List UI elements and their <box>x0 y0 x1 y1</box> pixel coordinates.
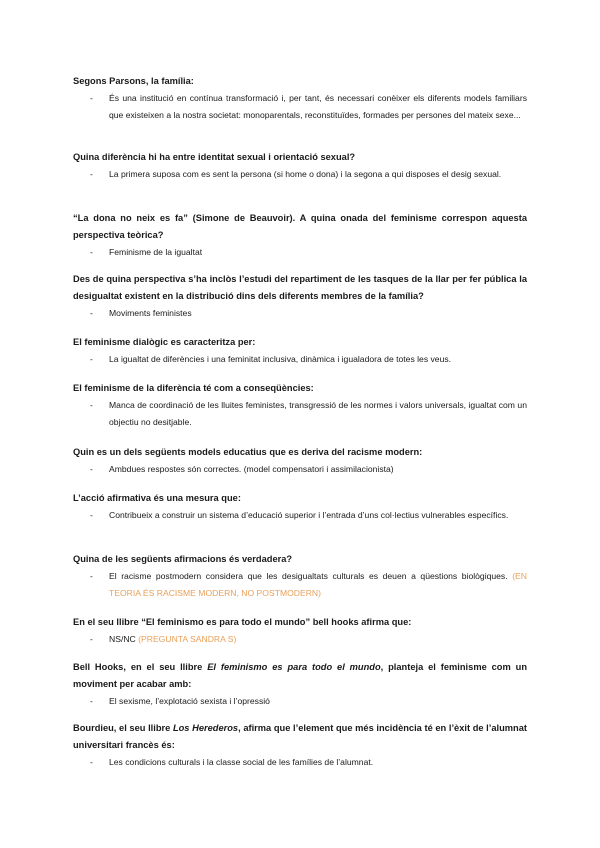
answer-6 <box>73 397 527 430</box>
answer-12-text: Les condicions culturals i la classe social de les famílies de l’alumnat. <box>109 757 374 767</box>
answer-4 <box>73 305 527 322</box>
question-10: En el seu llibre “El feminismo es para todo el mundo” bell hooks afirma que: <box>73 617 412 627</box>
answer-9 <box>73 568 527 601</box>
bullet-dash: - <box>90 354 93 364</box>
qa-block-5 <box>73 334 527 368</box>
question-5: El feminisme dialògic es caracteritza per: <box>73 337 256 347</box>
answer-2-text: La primera suposa com es sent la persona (si home o dona) i la segona a qui disposes el desig sexual. <box>109 169 502 179</box>
bullet-dash: - <box>90 169 93 179</box>
bullet-dash: - <box>90 400 93 410</box>
book-title: Los Herederos <box>172 723 239 733</box>
qa-block-4 <box>73 271 527 322</box>
question-11-post: , planteja el feminisme com un moviment per acabar amb: <box>73 662 527 689</box>
qa-block-3 <box>73 210 527 261</box>
answer-11 <box>73 693 527 710</box>
answer-4-text: Moviments feministes <box>109 308 192 318</box>
answer-2 <box>73 166 527 183</box>
bullet-dash: - <box>90 93 93 103</box>
answer-1-text: És una institució en contínua transformació i, per tant, és necessari conèixer els diferents models familiars que existeixen a la nostra societat: monoparentals, reconstituïdes, formades per persones del mateix sexe... <box>109 93 527 120</box>
answer-1 <box>73 90 527 123</box>
bullet-dash: - <box>90 571 93 581</box>
answer-3 <box>73 244 527 261</box>
answer-8-text: Contribueix a construir un sistema d’educació superior i l’entrada d’uns col·lectius vulnerables específics. <box>109 510 509 520</box>
question-9: Quina de les següents afirmacions és verdadera? <box>73 554 293 564</box>
question-8: L’acció afirmativa és una mesura que: <box>73 493 241 503</box>
qa-block-10 <box>73 614 527 648</box>
qa-block-8 <box>73 490 527 524</box>
qa-block-9 <box>73 551 527 601</box>
answer-12 <box>73 754 527 771</box>
bullet-dash: - <box>90 696 93 706</box>
question-11 <box>73 659 527 693</box>
question-2: Quina diferència hi ha entre identitat sexual i orientació sexual? <box>73 152 356 162</box>
answer-6-text: Manca de coordinació de les lluites feministes, transgressió de les normes i valors universals, igualtat com un objectiu no desitjable. <box>109 400 527 427</box>
qa-block-11 <box>73 659 527 710</box>
question-11-pre: Bell Hooks, en el seu llibre <box>73 662 208 672</box>
answer-10-text: NS/NC <box>109 634 136 644</box>
answer-7 <box>73 461 527 478</box>
question-6: El feminisme de la diferència té com a conseqüències: <box>73 383 314 393</box>
qa-block-6 <box>73 380 527 430</box>
bullet-dash: - <box>90 464 93 474</box>
question-12 <box>73 720 527 754</box>
answer-8 <box>73 507 527 524</box>
answer-9-text: El racisme postmodern considera que les desigualtats culturals es deuen a qüestions biològiques. <box>109 571 508 581</box>
question-12-post: , afirma que l’element que més incidència té en l’èxit de l’alumnat universitari francès és: <box>73 723 527 750</box>
answer-10 <box>73 631 527 648</box>
qa-block-1 <box>73 73 527 123</box>
teacher-note: (PREGUNTA SANDRA S) <box>138 634 237 644</box>
question-4: Des de quina perspectiva s’ha inclòs l’estudi del repartiment de les tasques de la llar per fer pública la desigualtat existent en la distribució dins dels diferents membres de la família? <box>73 274 527 301</box>
teacher-note: (EN TEORIA ÉS RACISME MODERN, NO POSTMODERN) <box>109 571 527 598</box>
answer-3-text: Feminisme de la igualtat <box>109 247 203 257</box>
answer-5-text: La igualtat de diferències i una feminitat inclusiva, dinàmica i igualadora de totes les veus. <box>109 354 452 364</box>
answer-5 <box>73 351 527 368</box>
bullet-dash: - <box>90 634 93 644</box>
qa-block-7 <box>73 444 527 478</box>
book-title: El feminismo es para todo el mundo <box>207 662 381 672</box>
bullet-dash: - <box>90 510 93 520</box>
bullet-dash: - <box>90 757 93 767</box>
answer-7-text: Ambdues respostes són correctes. (model compensatori i assimilacionista) <box>109 464 394 474</box>
bullet-dash: - <box>90 308 93 318</box>
answer-11-text: El sexisme, l’explotació sexista i l’opressió <box>109 696 270 706</box>
qa-block-2 <box>73 149 527 183</box>
question-3: “La dona no neix es fa” (Simone de Beauvoir). A quina onada del feminisme correspon aquesta perspectiva teòrica? <box>73 213 527 240</box>
question-12-pre: Bourdieu, el seu llibre <box>73 723 173 733</box>
bullet-dash: - <box>90 247 93 257</box>
question-1: Segons Parsons, la família: <box>73 76 194 86</box>
qa-block-12 <box>73 720 527 771</box>
question-7: Quin es un dels següents models educatius que es deriva del racisme modern: <box>73 447 423 457</box>
